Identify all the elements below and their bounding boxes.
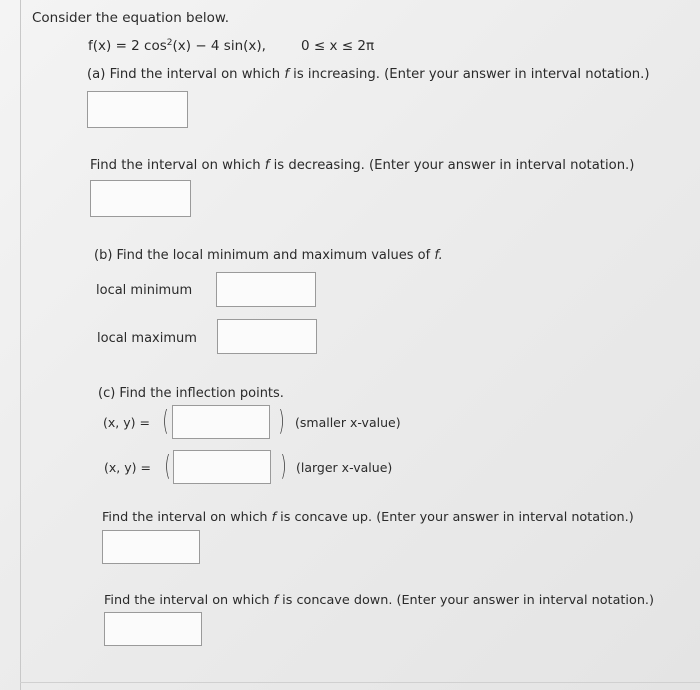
part-a-prompt-pre: (a) Find the interval on which — [87, 67, 285, 82]
inflection-point-2-input[interactable] — [173, 450, 271, 484]
equation-rhs: (x) − 4 sin(x), — [172, 38, 266, 54]
concave-up-prompt-pre: Find the interval on which — [102, 510, 272, 525]
increasing-interval-input[interactable] — [87, 91, 188, 128]
local-min-label: local minimum — [96, 283, 193, 298]
inflection-point-1-note: (smaller x-value) — [295, 415, 401, 430]
concave-up-prompt-var: f — [271, 510, 277, 525]
part-b-prompt-var: f. — [434, 248, 443, 263]
part-b-prompt — [94, 248, 443, 264]
page-bottom-border — [20, 682, 700, 683]
inflection-point-2-note: (larger x-value) — [296, 460, 393, 475]
concave-down-prompt-pre: Find the interval on which — [104, 593, 274, 608]
equation — [88, 38, 266, 54]
inflection-point-1-label: (x, y) = — [103, 415, 150, 430]
part-c-prompt: (c) Find the inflection points. — [98, 386, 284, 401]
open-paren: ( — [162, 404, 169, 437]
open-paren: ( — [164, 449, 171, 482]
concave-up-prompt — [102, 510, 634, 526]
concave-up-prompt-post: is concave up. (Enter your answer in interval notation.) — [276, 510, 634, 525]
local-max-input[interactable] — [217, 319, 317, 354]
local-min-input[interactable] — [216, 272, 316, 307]
equation-lhs: f(x) = 2 cos — [88, 38, 167, 54]
part-a-prompt — [87, 67, 650, 83]
inflection-point-1-input[interactable] — [172, 405, 270, 439]
local-max-label: local maximum — [97, 331, 197, 346]
decreasing-prompt-var: f — [264, 158, 270, 173]
part-a-prompt-post: is increasing. (Enter your answer in interval notation.) — [288, 67, 650, 82]
equation-domain: 0 ≤ x ≤ 2π — [301, 38, 375, 54]
close-paren: ) — [280, 449, 287, 482]
decreasing-prompt — [90, 158, 634, 174]
close-paren: ) — [278, 404, 285, 437]
equation-exponent: 2 — [166, 38, 173, 48]
concave-down-prompt-var: f — [273, 593, 279, 608]
decreasing-prompt-post: is decreasing. (Enter your answer in interval notation.) — [269, 158, 635, 173]
intro-text: Consider the equation below. — [32, 10, 230, 26]
inflection-point-2-label: (x, y) = — [104, 460, 151, 475]
page-left-border — [20, 0, 21, 690]
part-a-prompt-var: f — [284, 67, 289, 82]
concave-down-prompt — [104, 593, 654, 609]
decreasing-prompt-pre: Find the interval on which — [90, 158, 265, 173]
concave-down-input[interactable] — [104, 612, 202, 646]
concave-down-prompt-post: is concave down. (Enter your answer in interval notation.) — [278, 593, 654, 608]
part-b-prompt-text: (b) Find the local minimum and maximum values of — [94, 248, 435, 263]
concave-up-input[interactable] — [102, 530, 200, 564]
decreasing-interval-input[interactable] — [90, 180, 191, 217]
